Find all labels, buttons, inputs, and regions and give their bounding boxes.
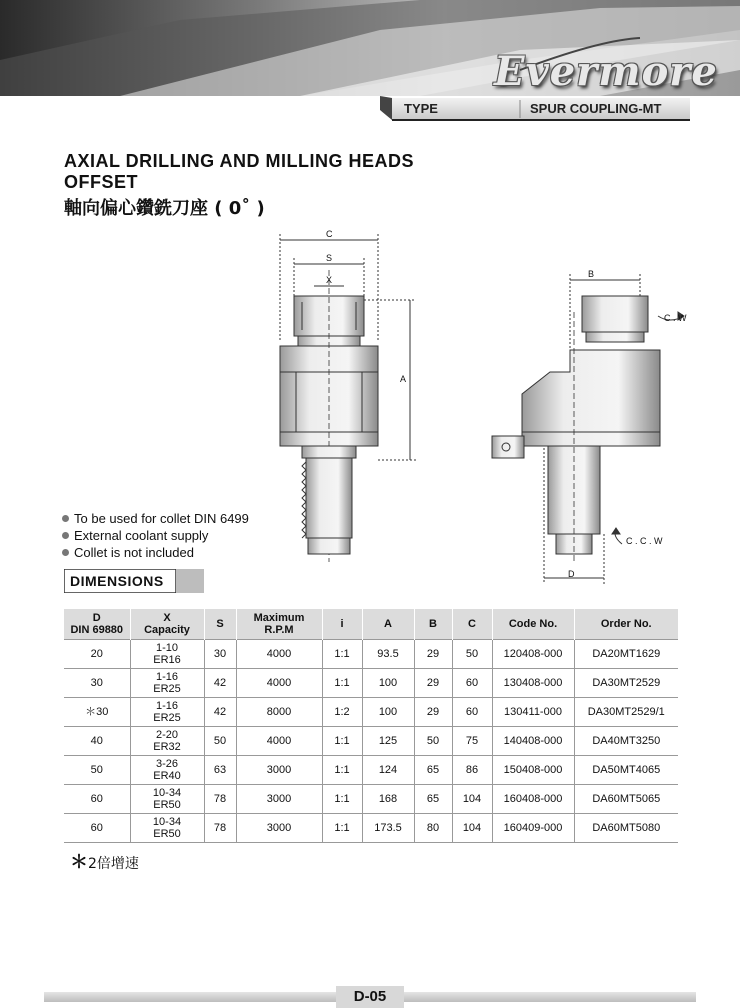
cell-rpm: 4000 [236,727,322,756]
page-title-chinese: 軸向偏心鑽銑刀座 ( 0˚ ) [64,198,265,219]
cell-b: 65 [414,785,452,814]
cell-i: 1:1 [322,814,362,843]
cell-code: 120408-000 [492,640,574,669]
cell-order: DA30MT2529/1 [574,698,678,727]
col-header-x: X Capacity [130,609,204,640]
dim-label-d: D [568,569,575,579]
cell-x: 2-20 ER32 [130,727,204,756]
rotation-ccw-label: C . C . W [626,536,663,546]
page-subtitle: OFFSET [64,172,138,192]
cell-s: 30 [204,640,236,669]
dim-label-a: A [400,374,407,384]
cell-x: 1-10 ER16 [130,640,204,669]
table-row [64,669,678,698]
table-row [64,814,678,843]
cell-d: ＊30 [64,698,130,727]
cell-b: 29 [414,669,452,698]
cell-a: 93.5 [362,640,414,669]
technical-drawing [260,222,700,592]
cell-x: 3-26 ER40 [130,756,204,785]
dimensions-heading [64,569,204,593]
table-row [64,698,678,727]
cell-code: 160409-000 [492,814,574,843]
col-header-rpm: Maximum R.P.M [236,609,322,640]
table-row [64,785,678,814]
note-item: Collet is not included [62,544,249,561]
cell-i: 1:1 [322,785,362,814]
cell-b: 80 [414,814,452,843]
cell-x: 10-34 ER50 [130,785,204,814]
cell-b: 29 [414,640,452,669]
type-label: TYPE [404,101,438,116]
front-view [280,234,416,562]
col-header-d: D DIN 69880 [64,609,130,640]
cell-c: 60 [452,698,492,727]
cell-x: 1-16 ER25 [130,669,204,698]
col-header-order: Order No. [574,609,678,640]
cell-rpm: 3000 [236,814,322,843]
cell-order: DA60MT5080 [574,814,678,843]
cell-b: 65 [414,756,452,785]
cell-order: DA40MT3250 [574,727,678,756]
dim-label-b: B [588,269,595,279]
footnote-text: 2倍增速 [88,856,139,872]
cell-c: 104 [452,814,492,843]
col-header-s: S [204,609,236,640]
cell-d: 20 [64,640,130,669]
table-row [64,756,678,785]
cell-a: 173.5 [362,814,414,843]
table-body [64,640,678,843]
dimensions-table [64,609,678,843]
cell-d: 60 [64,785,130,814]
dimensions-heading-text: DIMENSIONS [70,573,164,589]
cell-a: 100 [362,698,414,727]
cell-s: 78 [204,814,236,843]
cell-i: 1:1 [322,756,362,785]
cell-d: 60 [64,814,130,843]
col-header-c: C [452,609,492,640]
cell-c: 75 [452,727,492,756]
cell-c: 60 [452,669,492,698]
cell-s: 50 [204,727,236,756]
page-title: AXIAL DRILLING AND MILLING HEADS [64,151,414,171]
cell-s: 42 [204,698,236,727]
dim-label-x: X [326,275,333,285]
cell-order: DA60MT5065 [574,785,678,814]
table-row [64,727,678,756]
col-header-a: A [362,609,414,640]
cell-s: 78 [204,785,236,814]
cell-d: 40 [64,727,130,756]
footnote [70,848,139,874]
cell-a: 168 [362,785,414,814]
col-header-b: B [414,609,452,640]
footnote-mark: ＊ [70,852,88,873]
dim-label-c: C [326,229,333,239]
cell-a: 124 [362,756,414,785]
cell-x: 10-34 ER50 [130,814,204,843]
cell-code: 160408-000 [492,785,574,814]
cell-code: 130408-000 [492,669,574,698]
cell-rpm: 3000 [236,785,322,814]
cell-order: DA50MT4065 [574,756,678,785]
cell-b: 50 [414,727,452,756]
cell-d: 30 [64,669,130,698]
cell-c: 86 [452,756,492,785]
cell-order: DA30MT2529 [574,669,678,698]
cell-d: 50 [64,756,130,785]
col-header-i: i [322,609,362,640]
cell-i: 1:1 [322,640,362,669]
cell-a: 100 [362,669,414,698]
cell-i: 1:2 [322,698,362,727]
rotation-cw-label: C . W [664,313,687,323]
note-item: External coolant supply [62,527,249,544]
cell-b: 29 [414,698,452,727]
table-header-row [64,609,678,640]
brand-logo: Evermore [494,48,718,95]
note-item: To be used for collet DIN 6499 [62,510,249,527]
cell-order: DA20MT1629 [574,640,678,669]
cell-c: 104 [452,785,492,814]
cell-code: 150408-000 [492,756,574,785]
dim-label-s: S [326,253,333,263]
cell-code: 130411-000 [492,698,574,727]
cell-rpm: 3000 [236,756,322,785]
cell-rpm: 4000 [236,640,322,669]
feature-notes [62,510,249,561]
cell-s: 42 [204,669,236,698]
cell-c: 50 [452,640,492,669]
col-header-code: Code No. [492,609,574,640]
cell-i: 1:1 [322,669,362,698]
cell-a: 125 [362,727,414,756]
cell-rpm: 4000 [236,669,322,698]
table-row [64,640,678,669]
cell-x: 1-16 ER25 [130,698,204,727]
cell-code: 140408-000 [492,727,574,756]
cell-i: 1:1 [322,727,362,756]
page-number: D-05 [353,988,387,1005]
cell-rpm: 8000 [236,698,322,727]
type-value: SPUR COUPLING-MT [530,101,662,116]
cell-s: 63 [204,756,236,785]
